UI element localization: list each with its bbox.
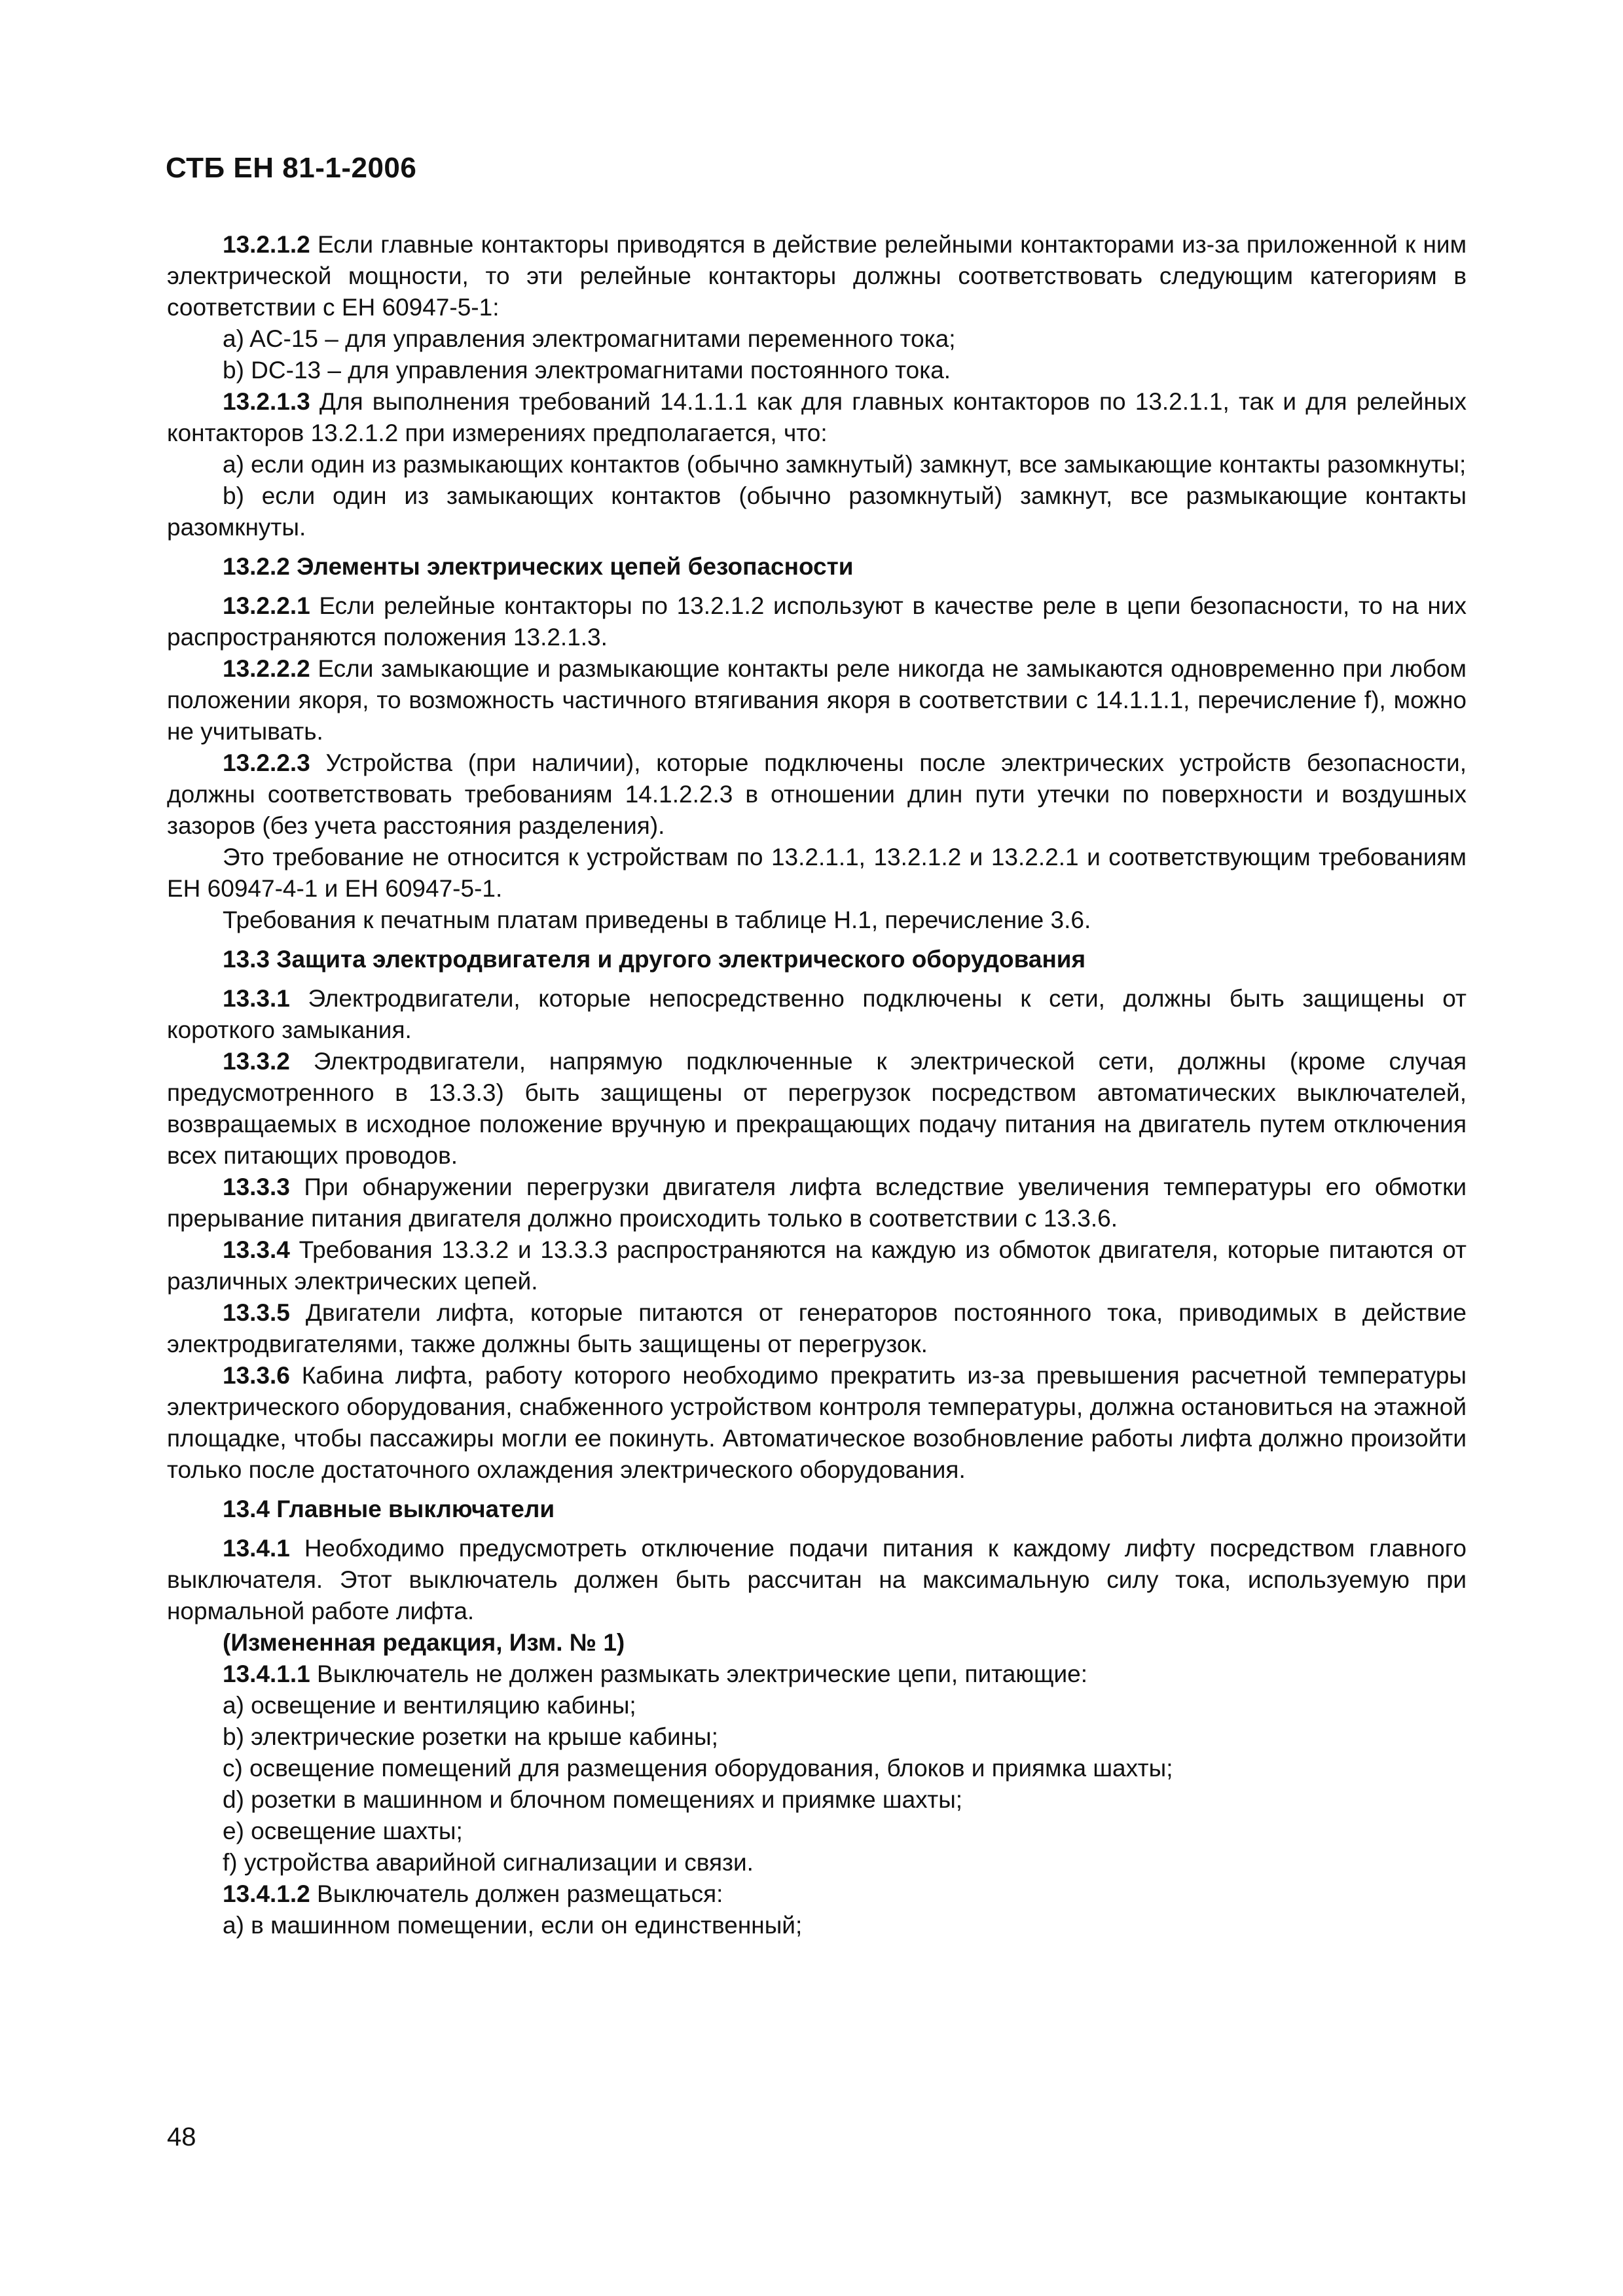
- paragraph-13-4-1: [167, 1533, 1467, 1627]
- clause-number: 13.3.2: [223, 1048, 290, 1075]
- section-heading-13-4: 13.4 Главные выключатели: [223, 1496, 555, 1522]
- clause-number: 13.2.1.3: [223, 388, 310, 415]
- clause-text: Выключатель должен размещаться:: [310, 1880, 723, 1907]
- list-item: a) если один из размыкающих контактов (обычно замкнутый) замкнут, все замыкающие контакты разомкнуты;: [223, 451, 1467, 478]
- clause-text: Если релейные контакторы по 13.2.1.2 используют в качестве реле в цепи безопасности, то на них распространяются положения 13.2.1.3.: [167, 592, 1467, 651]
- clause-text: Кабина лифта, работу которого необходимо прекратить из-за превышения расчетной температуры электрического оборудования, снабженного устройством контроля температуры, должна остановиться на этажной площадке, чтобы пассажиры могли ее покинуть. Автоматическое возобновление работы лифта должно произойти только после достаточного охлаждения электрического оборудования.: [167, 1362, 1467, 1483]
- list-item: d) розетки в машинном и блочном помещениях и приямке шахты;: [223, 1786, 963, 1813]
- clause-text: Если главные контакторы приводятся в действие релейными контакторами из-за приложенной к ним электрической мощности, то эти релейные контакторы должны соответствовать следующим категориям в соответствии с ЕН 60947-5-1:: [167, 231, 1467, 321]
- clause-text: Требования 13.3.2 и 13.3.3 распространяются на каждую из обмоток двигателя, которые питаются от различных электрических цепей.: [167, 1236, 1467, 1295]
- paragraph-13-3-5: [167, 1297, 1467, 1360]
- list-item: a) AC-15 – для управления электромагнитами переменного тока;: [223, 325, 956, 352]
- clause-text: Для выполнения требований 14.1.1.1 как для главных контакторов по 13.2.1.1, так и для релейных контакторов 13.2.1.2 при измерениях предполагается, что:: [167, 388, 1467, 446]
- clause-number: 13.2.1.2: [223, 231, 310, 258]
- list-item: b) если один из замыкающих контактов (обычно разомкнутый) замкнут, все размыкающие контакты разомкнуты.: [167, 482, 1467, 541]
- clause-text: Необходимо предусмотреть отключение подачи питания к каждому лифту посредством главного выключателя. Этот выключатель должен быть рассчитан на максимальную силу тока, используемую при нормальной работе лифта.: [167, 1535, 1467, 1624]
- paragraph-13-3-2: [167, 1046, 1467, 1172]
- paragraph-13-4-1-1: [167, 1659, 1467, 1690]
- clause-text: Электродвигатели, напрямую подключенные к электрической сети, должны (кроме случая предусмотренного в 13.3.3) быть защищены от перегрузок посредством автоматических выключателей, возвращаемых в исходное положение вручную и прекращающих подачу питания на двигатель путем отключения всех питающих проводов.: [167, 1048, 1467, 1169]
- paragraph-13-3-1: [167, 983, 1467, 1046]
- clause-text: Если замыкающие и размыкающие контакты реле никогда не замыкаются одновременно при любом положении якоря, то возможность частичного втягивания якоря в соответствии с 14.1.1.1, перечисление f), можно не учитывать.: [167, 655, 1467, 745]
- section-heading-13-2-2: 13.2.2 Элементы электрических цепей безопасности: [223, 553, 854, 580]
- paragraph-13-2-1-2: [167, 229, 1467, 323]
- paragraph-text: Это требование не относится к устройствам по 13.2.1.1, 13.2.1.2 и 13.2.2.1 и соответствующим требованиям ЕН 60947-4-1 и ЕН 60947-5-1.: [167, 844, 1467, 902]
- list-item: a) в машинном помещении, если он единственный;: [223, 1912, 803, 1939]
- list-item: c) освещение помещений для размещения оборудования, блоков и приямка шахты;: [223, 1755, 1173, 1782]
- paragraph-13-2-1-3: [167, 386, 1467, 449]
- list-item: a) освещение и вентиляцию кабины;: [223, 1692, 636, 1719]
- clause-number: 13.3.5: [223, 1299, 290, 1326]
- list-item: b) электрические розетки на крыше кабины;: [223, 1723, 718, 1750]
- list-item: b) DC-13 – для управления электромагнитами постоянного тока.: [223, 357, 951, 384]
- paragraph-13-2-2-2: [167, 653, 1467, 747]
- document-body: [167, 229, 1467, 1941]
- clause-number: 13.4.1.2: [223, 1880, 310, 1907]
- section-heading-13-3: 13.3 Защита электродвигателя и другого электрического оборудования: [223, 946, 1086, 973]
- clause-text: Двигатели лифта, которые питаются от генераторов постоянного тока, приводимых в действие электродвигателями, также должны быть защищены от перегрузок.: [167, 1299, 1467, 1357]
- list-item: f) устройства аварийной сигнализации и связи.: [223, 1849, 754, 1876]
- clause-number: 13.2.2.2: [223, 655, 310, 682]
- paragraph-13-3-4: [167, 1234, 1467, 1297]
- paragraph-text: Требования к печатным платам приведены в таблице Н.1, перечисление 3.6.: [223, 906, 1091, 933]
- paragraph-13-2-2-1: [167, 590, 1467, 653]
- clause-number: 13.3.4: [223, 1236, 290, 1263]
- paragraph-13-4-1-2: [167, 1878, 1467, 1910]
- clause-number: 13.3.6: [223, 1362, 290, 1389]
- page-number: 48: [167, 2123, 196, 2151]
- clause-text: Электродвигатели, которые непосредственно подключены к сети, должны быть защищены от короткого замыкания.: [167, 985, 1467, 1043]
- amendment-note: (Измененная редакция, Изм. № 1): [223, 1629, 625, 1656]
- paragraph-13-3-6: [167, 1360, 1467, 1486]
- clause-text: Устройства (при наличии), которые подключены после электрических устройств безопасности, должны соответствовать требованиям 14.1.2.2.3 в отношении длин пути утечки по поверхности и воздушных зазоров (без учета расстояния разделения).: [167, 749, 1467, 839]
- clause-number: 13.2.2.3: [223, 749, 310, 776]
- clause-text: При обнаружении перегрузки двигателя лифта вследствие увеличения температуры его обмотки прерывание питания двигателя должно происходить только в соответствии с 13.3.6.: [167, 1174, 1467, 1232]
- clause-text: Выключатель не должен размыкать электрические цепи, питающие:: [310, 1660, 1088, 1687]
- paragraph-13-2-2-3: [167, 747, 1467, 842]
- clause-number: 13.3.1: [223, 985, 290, 1012]
- clause-number: 13.4.1: [223, 1535, 290, 1562]
- document-code-header: СТБ ЕН 81-1-2006: [166, 152, 417, 184]
- clause-number: 13.2.2.1: [223, 592, 310, 619]
- list-item: e) освещение шахты;: [223, 1818, 463, 1844]
- paragraph-13-3-3: [167, 1172, 1467, 1234]
- clause-number: 13.3.3: [223, 1174, 290, 1200]
- clause-number: 13.4.1.1: [223, 1660, 310, 1687]
